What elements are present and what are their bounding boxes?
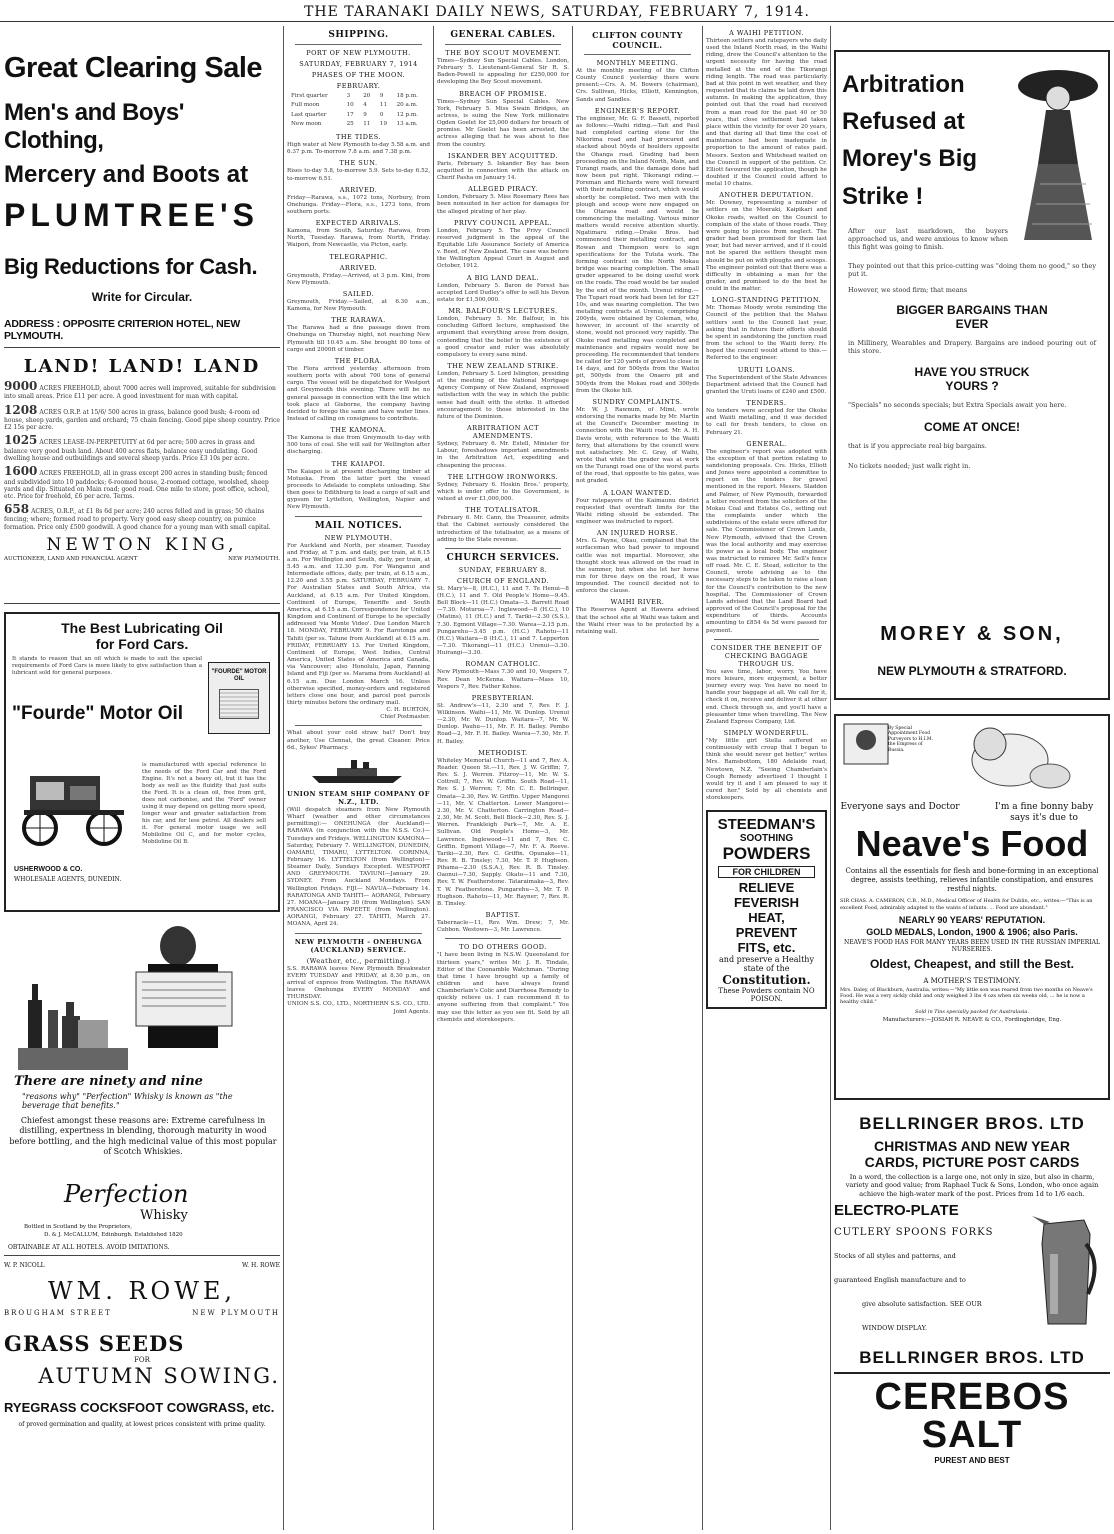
sub-heading: THE TOTALISATOR. xyxy=(465,506,541,515)
ad-headline: CARDS, PICTURE POST CARDS xyxy=(864,1154,1080,1170)
article-text: Tabernacle—11, Rev. Wm. Drew; 7, Mr. Cubbon. Westown—3, Mr. Lawrence. xyxy=(437,920,569,934)
article-text: St. Mary's—8, (H.C.), 11 and 7. Te Henui—8 (H.C.), 11 and 7. Old People's Home—9.45. Bell Block—11 (H.C.) Omata—3. Barrett Road—7.30. Moturoa—7. Inglewood—8 (H.C.), 10 (Matins), 11 (H.C.) and 7. Tariki—2.30 (S.S.), 7.30. Egmont Village—7.30. Warea—2.15 p.m. Pungarehu—3.45 p.m. (H.C.) Rahotu—11 (H.C.) Waitara—8 (H.C.), 11 and 7. Lepperton—7.30. Tikorangi—11 (H.C.) Urenui—3.30. Huirangi—3.30. xyxy=(437,585,569,657)
plumtree-name: PLUMTREE'S xyxy=(4,197,259,233)
bellringer-ad xyxy=(834,1114,1110,1474)
ad-tagline-right: I'm a fine bonny baby says it's due to xyxy=(994,802,1094,823)
ad-line: RELIEVE xyxy=(738,880,795,896)
agent-name: NEWTON KING, xyxy=(46,534,238,555)
article-text: S.S. RARAWA leaves New Plymouth Breakwater EVERY TUESDAY and FRIDAY, at 8.30 p.m., on arrival of express from Wellington. The RARAWA leaves Onehunga EVERY MONDAY and THURSDAY. xyxy=(287,965,430,1001)
ad-testimonial: Mrs. Daley, of Blackburn, Australia, writes:—"My little son was reared from two months on Neave's Food. He was a very sickly child and only weighed 3 lbs 4 ozs when six weeks old, ... he is now a healthy child." xyxy=(840,986,1093,1006)
masthead: THE TARANAKI DAILY NEWS, SATURDAY, FEBRUARY 7, 1914. xyxy=(0,4,1114,22)
agent-town: NEW PLYMOUTH. xyxy=(228,555,280,562)
sub-heading: CONSIDER THE BENEFIT OF CHECKING BAGGAGE THROUGH US. xyxy=(710,643,823,668)
ad-tagline: "reasons why" "Perfection" Whisky is known as "the beverage that benefits." xyxy=(22,1092,233,1110)
ad-headline: Arbitration xyxy=(842,71,965,98)
article-text: St. Andrew's—11, 2.30 and 7, Rev. F. J. Wilkinson. Waihi—11, Mr. W. Dunlop. Urenui—2.30, Mr. W. Dunlop. Waitara—7, Mr. W. Dunlop. Pauhu—11, Mr. F. H. Bailey. Pembo Road—2, Mr. F. H. Bailey. Warea—7.30, Mr. F. H. Bailey. xyxy=(437,702,569,745)
article-text: Mrs. G. Payne, Okau, complained that the surfaceman who had power to impound cattle was not impartial. Moreover, she thought stock was allowed on the road in the summer, but when she let her horse run for three days on the road, it was impounded. The council decided not to enforce the clause. xyxy=(576,538,699,595)
sub-heading: ISKANDER BEY ACQUITTED. xyxy=(448,151,558,160)
newton-king-land-ad xyxy=(4,348,280,604)
article-text: The Kaiapoi is at present discharging timber at Motueka. From the latter port the vessel proceeds to Adelaide to complete unloading. She then goes to Edithburg to load a cargo of salt and gypsum for Lyttelton, Wellington, Napier and New Plymouth. xyxy=(287,468,430,511)
article-text: Mr. W. J. Rawnum, of Mimi, wrote endorsing the remarks made by Mr. Martin at the Council's December meeting in connection with the Waiiti road. Mr. A. H. Davis wrote, with reference to the Waiiti ferry, that alterations by the council were not satisfactory. Mr. C. Gray, of Waihi, wrote that while the grader was at work on the Turangi road one of the worst parts of the road, that opposite to his gates, was not graded. xyxy=(576,406,699,485)
for-word: FOR xyxy=(134,1356,150,1364)
article-text: The engineer's report was adopted with the exception of that portion relating to sandstoning proposals. Crs. Hicks, Elliott and Jones were appointed a committee to report on the tenders for gravel mentioned in the report. Messrs. Sladden and Palmer, of New Plymouth, forwarded a letter received from the solicitors of the Mokau Coal and Estates Co., setting out the complaints under which the subdivisions of the estate were offered for sale. The Commissioner of Crown Lands, New Plymouth, advised that the Crown was the local authority and may exercise its power as a local body. The engineer was instructed to remove Mr. Sell's fence off road. Mr. C. E. Stead, solicitor to the Council, wrote advising as to the necessary steps to be taken to raise a loan for the Council's contribution to the new hospital. The Commissioner of Crown Lands advised that the Land Board had approved of the Council's proposal for the expenditure of thirds. Accounts amounting to £854 4s 5d were passed for payment. xyxy=(706,448,827,634)
obtainable: OBTAINABLE AT ALL HOTELS. AVOID IMITATIONS. xyxy=(8,1244,170,1251)
article-text: At the monthly meeting of the Clifton County Council yesterday there were present:—Crs. A. M. Bowers (chairman), Crs. Sullivan, Hicks, Elliott, Kennington, Sands and Sandles. xyxy=(576,68,699,103)
brand-script: Perfection xyxy=(64,1180,189,1208)
sub-heading: SIMPLY WONDERFUL. xyxy=(723,728,810,737)
article-text: London, February 5. Baron de Forest has accepted Lord Dudley's offer to sell his Devon estate for £1,500,000. xyxy=(437,282,569,303)
maker: D. & J. McCALLUM, Edinburgh. Established 1820 xyxy=(44,1232,183,1238)
ad-callout: NEARLY 90 YEARS' REPUTATION. xyxy=(898,914,1046,925)
column-rule xyxy=(433,26,434,1530)
ad-line: HEAT, xyxy=(748,910,785,926)
ad-body: give absolute satisfaction. SEE OUR xyxy=(862,1300,982,1309)
rowe-seeds-ad xyxy=(4,1256,280,1530)
sub-heading: A WAIHI PETITION. xyxy=(729,29,804,37)
ad-tagline-left: Everyone says and Doctor xyxy=(840,802,960,812)
firm-name: BELLRINGER BROS. LTD xyxy=(859,1114,1085,1133)
ad-headline: CHRISTMAS AND NEW YEAR xyxy=(873,1138,1070,1154)
ad-line: FOR CHILDREN xyxy=(718,866,815,878)
baby-illustration xyxy=(840,720,1104,800)
sub-heading: ANOTHER DEPUTATION. xyxy=(719,191,814,200)
article-text: You save time, labor, worry. You have more leisure, more enjoyment, a better journey every way. You have no need to handle your baggage at all. We call for it, check it on, receive and deliver it at other end. Check through us, and you'll have a pleasanter time when travelling. The New Zealand Express Company, Ltd. xyxy=(706,668,827,725)
sub-heading: ARRIVED. xyxy=(339,185,378,194)
bottled-by: Bottled in Scotland by the Proprietors, xyxy=(24,1224,132,1230)
land-listing: 658 ACRES, O.R.P., at £1 8s 6d per acre; 240 acres felled and in grass; 50 chains fencing; where; formed road to property. Very good easy sheep country, on pumice formation. Price only £500 goodwill. A good chance for a young man with small capital. xyxy=(4,502,271,531)
ad-headline: There are ninety and nine xyxy=(14,1074,203,1089)
sub-heading: ALLEGED PIRACY. xyxy=(468,185,538,194)
sub-heading: (Weather, etc., permitting.) xyxy=(306,956,411,965)
ad-callout: HAVE YOU STRUCK YOURS ? xyxy=(914,365,1030,394)
sub-heading: THE RARAWA. xyxy=(331,316,386,325)
article-text: Rises to-day 5.8, to-morrow 5.9. Sets to-day 6.52, to-morrow 6.51. xyxy=(287,168,430,182)
article-text: February 6. Mr. Cann, the Treasurer, admits that the Cabinet seriously considered the introduction of the totalisator, as a means of adding to the State revenue. xyxy=(437,515,569,543)
article-text: The Reserves Agent at Hawera advised that the school site at Waihi was taken and the Waihi river was to be protected by a retaining wall. xyxy=(576,607,699,635)
section-heading: MAIL NOTICES. xyxy=(314,520,403,531)
sub-heading: FEBRUARY. xyxy=(336,82,381,90)
sub-heading: ROMAN CATHOLIC. xyxy=(465,660,541,669)
sub-heading: METHODIST. xyxy=(478,748,528,757)
sub-heading: AN INJURED HORSE. xyxy=(596,529,679,538)
sub-heading: PHASES OF THE MOON. xyxy=(311,71,406,79)
article-text: For Auckland and North, per steamer, Tuesday and Friday, at 7 p.m. and daily, per train, at 6.15 a.m. For Wellington and South, daily, per train, at 5.45 a.m. and 12.30 p.m. For Wanganui and Intermediate offices, daily, per train, at 6.15 a.m., 12.20 and 3.55 p.m. SATURDAY, FEBRUARY 7. For Australian States and South Africa, via Auckland, at 6.15 a.m. For United Kingdom, Continent of Europe, Teneriffe and South America, at 6.15 a.m. Correspondence for United Kingdom and Continent of Europe to be specially addressed 'via Monte Video'. Due London March 18. MONDAY, FEBRUARY 9. For Rarotonga and Tahiti (per ss. Talune from Auckland) at 6.15 a.m. FRIDAY, FEBRUARY 13. For United Kingdom, Continent of Europe, West Indies, Central America, United States of America and Canada, via Vancouver; also Honolulu, Japan, Fanning Island and Fiji (per ss. Marama from Auckland) at 6.15 a.m. Due London March 16. Unless otherwise specified, money-orders and registered letters close one hour, and parcel post parcels thirty minutes before the ordinary mail. xyxy=(287,542,430,706)
table-row: Last quarter 17 9 0 12 p.m. xyxy=(291,111,418,118)
ad-callout: COME AT ONCE! xyxy=(924,419,1020,434)
signature: UNION S.S. CO., LTD., NORTHERN S.S. CO., LTD. xyxy=(287,1001,430,1008)
ad-headline: ELECTRO-PLATE xyxy=(834,1202,959,1220)
sub-heading: BAPTIST. xyxy=(485,911,521,920)
brand-word: Whisky xyxy=(140,1208,188,1223)
article-text: The engineer, Mr. G. F. Bassett, reported as follows:—Waihi riding.—Tait and Paul had completed carting stone for the Nikorima road and had procured and stacked about 50yds of boulders opposite the Ohanga road. Grading had been proceeding on the Inland North, Main, and Turangi roads, and the damage done had now been put right. Tikorangi riding.—Foreman and Richards were well forward with their metalling contract, which would shortly be completed. Two men with the plough and scoop were now engaged on the Otaraoa road and would be commencing the metalling. Various minor matters would receive attention shortly. Ngatimaru riding.—Drake Bros. had commenced their metalling contract, and Rowan and Thompson were to sign specifications for the Tututa work. The forming contract on the North Mokau bridge was nearing completion. The small grader appeared to be doing useful work on the roads. The road would be tar sealed by the end of the month. Urenui riding.—The Tupari road work had been let for £27 10s, and was nearing completion. The two metalling contracts at Urenui, comprising 200yds, were obtained by Coleman, who, however, in account of the scarcity of stone, would not proceed very rapidly. The Okoke road metalling was completed and maintenance and repairs would now be proceeding. He recommended that tenders be called for 120 yards of gravel to close in 14 days, and for 500yds from the Waitoi pit, 500yds from the Onaero pit and 500yds from the Mokau road and 300yds from the Okoke hill. xyxy=(576,115,699,394)
royal-appointment: By Special Appointment Food Purveyors to H.I.M. the Empress of Russia. xyxy=(888,726,933,753)
address: ADDRESS : OPPOSITE CRITERION HOTEL, NEW PLYMOUTH. xyxy=(4,318,241,342)
column-council xyxy=(576,26,699,1530)
ad-body: Stocks of all styles and patterns, and xyxy=(834,1252,956,1261)
table-row: Full moon 10 4 11 20 a.m. xyxy=(291,102,418,109)
article-text: Four ratepayers of the Kaimaunu district requested that overdraft limits for the Waihi riding should be extended. The engineer was instructed to report. xyxy=(576,497,699,526)
moon-phases-table xyxy=(287,91,430,130)
article-text: Greymouth, Friday.—Arrived, at 3 p.m. Kini, from New Plymouth. xyxy=(287,272,430,286)
ad-body: However, we stood firm; that means xyxy=(848,286,968,295)
ad-body: Chiefest amongst these reasons are: Extreme carefulness in distilling, expertness in blending, thorough maturity in wood before bottling, and the high medicinal value of this most popular of Scotch Whiskies. xyxy=(9,1116,277,1157)
ad-callout: GOLD MEDALS, London, 1900 & 1906; also Paris. xyxy=(866,926,1078,937)
ad-body: NEAVE'S FOOD HAS FOR MANY YEARS BEEN USED IN THE RUSSIAN IMPERIAL NURSERIES. xyxy=(844,938,1100,953)
article-text: The Flora arrived yesterday afternoon from southern ports with about 700 tons of general cargo. The vessel will be dispatched for Westport and Greymouth this evening. There will be no general passage in connection with the line which took place at Gisborne, the company having decided to forego the same and have water lines. Instead of calling on consignees to contribute. xyxy=(287,365,430,422)
column-rule xyxy=(702,26,703,1530)
sub-heading: A MOTHER'S TESTIMONY. xyxy=(923,976,1021,985)
article-text: Friday—Rarawa, s.s., 1072 tons, Norbury, from Onehunga. Friday—Flora, s.s., 1273 tons, from southern ports. xyxy=(287,194,430,215)
sub-heading: UNION STEAM SHIP COMPANY OF N.Z., LTD. xyxy=(287,789,430,806)
firm-name: MOREY & SON, xyxy=(880,623,1064,645)
column-advertisements-left xyxy=(4,26,280,1530)
article-text: Times—Sydney Sun Special Cables. New York, February 5. Miss Swain Bridges, an actress, is suing the New York millionaire Ogden Goelet for 25,000 dollars for breach of promise. Mr Goelet has been arrested, the actress alleging that he was about to flee from the country. xyxy=(437,98,569,148)
neaves-food-ad xyxy=(834,714,1110,1100)
article-text: Mr. Downey, representing a number of settlers on the Moeraki, Kaipikari and Okoke roads, waited on the Council to complain of the state of those roads. They were going to pieces from neglect. The grader had been promised for them last year, but had never arrived, and if it could not be spared the settlers thought men should be put on with ploughs and scoops. The engineer pointed out that there was a difficulty in obtaining a man for the grader, and promised to do the best he could in the matter. xyxy=(706,200,827,293)
article-text: High water at New Plymouth to-day 5.58 a.m. and 6.37 p.m. To-morrow 7.8 a.m. and 7.38 p.m. xyxy=(287,142,430,156)
sub-heading: TENDERS. xyxy=(746,399,787,408)
sub-heading: MONTHLY MEETING. xyxy=(596,59,679,67)
firm-address: NEW PLYMOUTH & STRATFORD. xyxy=(877,664,1067,678)
signature-title: Joint Agents. xyxy=(393,1008,430,1015)
sub-heading: THE NEW ZEALAND STRIKE. xyxy=(447,362,559,370)
sub-heading: SUNDRY COMPLAINTS. xyxy=(592,397,683,406)
cerebos-salt-ad xyxy=(834,1372,1110,1465)
sub-heading: THE TIDES. xyxy=(336,133,381,142)
sub-heading: ARRIVED. xyxy=(339,263,378,272)
brand-name: STEEDMAN'S xyxy=(717,816,816,834)
jug-illustration xyxy=(1030,1214,1102,1336)
sub-heading: SUNDAY, FEBRUARY 8. xyxy=(458,565,548,574)
ad-heading: The Best Lubricating Oil xyxy=(61,620,223,636)
port-heading: PORT OF NEW PLYMOUTH. xyxy=(306,49,411,57)
sub-heading: LONG-STANDING PETITION. xyxy=(711,296,822,305)
ad-line: FEVERISH xyxy=(733,895,799,911)
steamship-icon xyxy=(307,758,410,784)
brand-name: Neave's Food xyxy=(855,822,1089,864)
sub-heading: URUTI LOANS. xyxy=(737,365,796,374)
can-graphic xyxy=(219,689,259,719)
firm-address xyxy=(4,1309,280,1317)
sub-heading: TELEGRAPHIC. xyxy=(329,252,388,261)
column-cables xyxy=(437,26,569,1530)
ad-body: "Specials" no seconds specials; but Extra Specials await you here. xyxy=(848,401,1067,410)
article-text: Kamona, from South, Saturday. Rarawa, from North, Tuesday. Rarawa, from North, Friday. Waipori, from Newcastle, via Picton, early. xyxy=(287,228,430,249)
ad-headline: Morey's Big xyxy=(842,145,978,173)
ad-headline: Great Clearing Sale xyxy=(4,52,263,84)
ad-callout: BIGGER BARGAINS THAN EVER xyxy=(896,302,1048,331)
ad-body: After our last markdown, the buyers approached us, and were anxious to know when this fight was going to finish. xyxy=(848,226,1008,252)
article-text: Paris, February 5. Iskander Bey has been acquitted in connection with the attack on Cherif Pasha on January 14. xyxy=(437,160,569,182)
street: BROUGHAM STREET xyxy=(4,1309,112,1317)
firm-sub: WHOLESALE AGENTS, DUNEDIN. xyxy=(14,876,122,883)
ad-line: Constitution. xyxy=(722,973,811,988)
column-rule xyxy=(830,26,831,1530)
sub-heading: THE KAIAPOI. xyxy=(331,459,386,468)
fourde-oil-ad xyxy=(4,612,280,912)
ad-line: Men's and Boys' Clothing, xyxy=(4,99,184,154)
article-text: "I have been living in N.S.W. Queensland for thirteen years," writes Mr. J. R. Tindale, Editor of the Coonamble Watchman. "During that time I have brought up a family of children and have always found Chamberlain's Colic and Diarrhoea Remedy to quickly relieve us. I can recommend it to anyone suffering from that complaint." You may use this letter as you see fit. Sold by all chemists and storekeepers. xyxy=(437,952,569,1023)
sub-heading: WAIHI RIVER. xyxy=(610,598,665,607)
motor-car-icon xyxy=(14,762,134,852)
firm-name: BELLRINGER BROS. LTD xyxy=(859,1348,1085,1368)
table-row: First quarter 3 20 9 18 p.m. xyxy=(291,93,418,99)
partner-name: W. H. ROWE xyxy=(242,1262,280,1269)
article-text: (Will despatch steamers from New Plymouth Wharf (weather and other circumstances permitting):— ONEHUNGA (for Auckland)— RARAWA (in conjunction with the N.S.S. Co.)— Tuesdays and Fridays. WELLINGTON KAMONA—Saturday, February 7. WELLINGTON, DUNEDIN, OAMARU, TIMARU, LYTTELTON. CORINNA, February 16. LYTTELTON (from Wellington)— Steamer Daily, Sundays Excepted. WESTPORT AND GREYMOUTH. TAVIUNI—January 29. SYDNEY. From Auckland Mondays. From Wellington Fridays. FIJI— NAVUA—February 14. RARATONGA AND TAHITI— AORANGI, February 27. MOANA—January 30 (from Wellington). SAN FRANCISCO VIA PAPEETE (from Wellington). AORANGI, February 27. TAHITI, March 27. MOANA, April 24. xyxy=(287,806,430,928)
article-text: The Superintendent of the State Advances Department advised that the Council had granted the Uruti loans of £240 and £500. xyxy=(706,374,827,395)
sub-heading: CHURCH OF ENGLAND. xyxy=(457,576,549,585)
ad-body: WINDOW DISPLAY. xyxy=(862,1324,928,1333)
sub-heading: PRESBYTERIAN. xyxy=(471,693,535,702)
article-text: Sydney, February 6. Hoskin Bros.' property, which is under offer to the Government, is valued at over £1,000,000. xyxy=(437,481,569,503)
article-text: London, February 5. The Privy Council reserved judgment in the appeal of the Equitable Life Assurance Society of America v. Reed, of New Zealand. The case was before the Wellington Appeal Court in August and October, 1912. xyxy=(437,227,569,270)
product-name: "Fourde" Motor Oil xyxy=(12,703,184,725)
ad-body: In a word, the collection is a large one, not only in size, but also in charm, variety and good value; from Raphael Tuck & Sons, London, who once again achieve the high-water mark of the post. Prices from 1d to 1/6 each. xyxy=(845,1173,1099,1198)
ad-body: in Millinery, Wearables and Drapery. Bargains are indeed pouring out of this store. xyxy=(848,338,1096,355)
partner-name: W. P. NICOLL xyxy=(4,1262,45,1269)
column-rule xyxy=(572,26,573,1530)
brand-name: CEREBOS SALT xyxy=(874,1376,1070,1457)
column-shipping xyxy=(287,26,430,1530)
section-heading: SHIPPING. xyxy=(328,30,389,40)
signature-title: Chief Postmaster. xyxy=(380,714,430,721)
land-listing: 9000 ACRES FREEHOLD, about 7000 acres well improved, suitable for subdivision into small areas. Price £11 per acre. A good investment for man with capital. xyxy=(4,379,276,401)
whisky-illustration xyxy=(18,920,268,1072)
article-text: London, February 5. Miss Rosemary Rees has been nonsuited in her action for damages for the alleged pirating of her play. xyxy=(437,194,569,215)
sub-heading: THE KAMONA. xyxy=(330,426,387,435)
land-listing: 1025 ACRES LEASE-IN-PERPETUITY at 6d per acre; 500 acres in grass and balance very good bush land. About 400 acres flats, balance easy undulating. Good dwelling house and outbuildings and several sheep yards. Price £3 10s per acre. xyxy=(4,433,258,462)
date-line: SATURDAY, FEBRUARY 7, 1914 xyxy=(299,60,418,68)
sub-heading: BREACH OF PROMISE. xyxy=(459,89,547,98)
morey-strike-ad xyxy=(834,50,1110,700)
section-heading: GENERAL CABLES. xyxy=(450,30,556,40)
ad-body: Contains all the essentials for flesh and bone-forming in an exceptional degree, assists teething, relieves infantile constipation, and ensures restful nights. xyxy=(845,867,1099,894)
land-title: LAND! LAND! LAND xyxy=(23,356,261,377)
sub-heading: A LOAN WANTED. xyxy=(603,488,672,497)
ad-testimonial: SIR CHAS. A. CAMERON, C.B., M.D., Medical Officer of Health for Dublin, etc., writes:—"This is an excellent Food, admirably adapted to the wants of infants. ... Food are abundant." xyxy=(840,898,1093,911)
sub-heading: THE BOY SCOUT MOVEMENT. xyxy=(445,49,561,57)
ad-intro: It stands to reason that an oil which is made to suit the special requirements of Ford Cars is more likely to give satisfaction than a lubricant sold for general purposes. xyxy=(12,656,202,677)
sub-heading: TO DO OTHERS GOOD. xyxy=(459,943,547,952)
circular-note: Write for Circular. xyxy=(91,290,193,304)
article-text: No tenders were accepted for the Okoke and Waiiti metalling, and it was decided to call for fresh tenders, to close on February 21. xyxy=(706,408,827,436)
sub-heading: THE SUN. xyxy=(339,159,378,168)
sub-heading: THE LITHGOW IRONWORKS. xyxy=(447,472,559,481)
plumtree-ad xyxy=(4,26,280,348)
ad-body: is manufactured with special reference to the needs of the Ford Car and the Ford Engine. It's not a heavy oil, but it has the body as well as the fluidity that just suits the Ford. It is a clean oil, free from grit, does not carbonise, and the "Ford" owner using it may depend on getting more speed, longer wear and greater satisfaction from his car, and for less petrol. All dealers sell it. For general motor usage we sell Mobiloline Oil C, and for motor cycles, Mobiloline Oil B. xyxy=(142,762,266,846)
firm-name: WM. ROWE, xyxy=(47,1277,237,1305)
column-council-continued xyxy=(706,26,827,1530)
sub-heading: MR. BALFOUR'S LECTURES. xyxy=(448,307,558,316)
ad-line: FITS, etc. xyxy=(737,940,796,956)
ad-line: PREVENT xyxy=(735,925,798,941)
grass-seeds: GRASS SEEDS xyxy=(4,1331,185,1356)
sub-heading: ARBITRATION ACT AMENDMENTS. xyxy=(467,424,539,441)
article-text: What about your cold straw hat? Don't buy another, Use Clennat, the great Cleaner. Price 6d., Sykes' Pharmacy. xyxy=(287,730,430,751)
article-text: Greymouth, Friday.—Sailed, at 6.30 a.m., Kamona, for New Plymouth. xyxy=(287,298,430,313)
sub-heading: THE FLORA. xyxy=(334,356,383,365)
ad-line: POWDERS xyxy=(722,844,811,864)
sub-heading: EXPECTED ARRIVALS. xyxy=(315,219,402,228)
sub-heading: A BIG LAND DEAL. xyxy=(466,273,540,282)
column-rule xyxy=(283,26,284,1530)
sub-heading: PRIVY COUNCIL APPEAL. xyxy=(453,218,553,227)
column-advertisements-right xyxy=(834,26,1110,1530)
ad-line: SOOTHING xyxy=(739,833,794,845)
firm-name: USHERWOOD & CO. xyxy=(14,866,83,873)
signature: C. H. BURTON, xyxy=(386,707,430,714)
section-heading: CHURCH SERVICES. xyxy=(446,552,560,563)
ad-callout: Oldest, Cheapest, and still the Best. xyxy=(869,956,1075,971)
ad-line: and preserve a Healthy state of the xyxy=(719,955,814,974)
oil-can-icon xyxy=(208,662,270,734)
perfection-whisky-ad xyxy=(4,916,280,1256)
article-text: Thirteen settlers and ratepayers who daily used the Inland North road, in the Waihi riding, drew the Council's attention to the urgent necessity for having the road metalled at the end of the Tikorangi riding length. The road was particularly bad at this point in wet weather, and they requested that its claims be laid down this autumn. In making the application, they pointed out that the road had received from a man road for the past 40 or 50 years, that close settlement had taken place within the vicinity for over 20 years, and that during all that time the cost of maintenance had been inadequate in proportion to the amount of rates paid. Messrs. Sexton and Whitehead waited on the Council in support of the petition. Cr. Elliott favoured the application, though he doubted if the Council could afford to metal 10 chains. xyxy=(706,38,827,188)
ad-note: Sold in Tins specially packed for Australasia. xyxy=(915,1008,1029,1015)
article-text: Whiteley Memorial Church—11 and 7, Rev. A. Reader. Queen St.—11, Rev. J. W. Griffin; 7, Rev. S. J. Werren. Fitzroy—11, Mr. W. S. Cottrell; 7, Rev. W. Griffin. South Road—11, Rev. S. J. Werren; 7, Mr. C. E. Bellringer. Omata—2.30, Rev. W. Griffin. Upper Mangorei—11, Mr. V. Chatterton. Lower Mangorei—2.30, Mr. V. Chatterton. Carrington Road—2.30, Mr. M. Scott. Bell Block—2.30, Rev. S. J. Werren. Frankleigh Park—7, Mr. A. E. Sullivan. Old People's Home—3, Mr. Lawrence. Inglewood—11 and 7, Rev. C. Griffin. Egmont Village—7, Mr. F. A. Reeve. Tariki—2.30, Rev. C. Griffin. Opunake—11, Rev. R. B. Tinsley; 7.30, Mr. T. P. Hughson. Pihama—2.30 (S.S.A.), Rev. R. B. Tinsley. Oaonui—7.30, Supply. Okato—11 and 7.30, Rev. T. W. Featherstone. Tataraimaka—3, Rev. T. W. Featherstone. Pungarehu—3, Mr. T. P. Hughson. Rahotu—11, Mr. Rayner; 7, Rev. R. B. Tinsley. xyxy=(437,757,569,907)
steedmans-powders-ad xyxy=(706,810,827,1009)
ad-headline: Refused at xyxy=(842,108,965,136)
article-text: New Plymouth—Mass 7.30 and 10, Vespers 7, Rev. Dean McKenna. Waitara—Mass 10, Vespers 7, Rev. Father Kehoe. xyxy=(437,669,569,690)
ad-line: These Powders contain NO POISON. xyxy=(718,987,815,1004)
lady-figure-illustration xyxy=(1006,64,1102,244)
ad-body: that is if you appreciate real big bargains. xyxy=(848,441,987,450)
article-text: London, February 5. Lord Islington, presiding at the meeting of the National Mortgage Agency Company of New Zealand, expressed satisfaction with the way in which the public sense had dealt with the strike. It afforded encouragement to those interested in the future of the Dominion. xyxy=(437,371,569,420)
can-label: "FOURDE" MOTOR OIL xyxy=(211,669,267,683)
article-text: Times—Sydney Sun Special Cables. London, February 5. Lieutenant-General Sir R. S. Baden-Powell is appealing for £250,000 for developing the Boy Scout movement. xyxy=(437,58,569,86)
partners xyxy=(4,1262,280,1269)
seed-types: RYEGRASS COCKSFOOT COWGRASS, etc. xyxy=(4,1400,275,1415)
ad-tagline: PUREST AND BEST xyxy=(934,1456,1010,1466)
manufacturer: Manufacturers:—JOSIAH R. NEAVE & CO., Fordingbridge, Eng. xyxy=(882,1016,1062,1023)
ad-line: Mercery and Boots at xyxy=(4,161,249,188)
sub-heading: GENERAL. xyxy=(746,439,787,448)
article-text: London, February 5. Mr. Balfour, in his concluding Gifford lecture, emphasised the argument that everything arose from design, contending that the belief in the existence of a good creator and ruler was absolutely compulsory to every sane mind. xyxy=(437,316,569,358)
ad-line: Big Reductions for Cash. xyxy=(4,254,258,279)
article-text: Sydney, February 6. Mr. Estell, Minister for Labour, foreshadows important amendments in the Arbitration Act, expediting and cheapening the process. xyxy=(437,441,569,469)
ad-tagline xyxy=(840,802,1104,824)
land-listing: 1600 ACRES FREEHOLD, all in grass except 200 acres in standing bush; fenced and subdivided into 10 paddocks; 6-roomed house, 2-roomed cottage, woolshed, sheep yards and dip. Situated on Main road; good road. One mile to store, post office, school, etc. Price for freehold, £6 per acre. Terms. xyxy=(4,464,270,500)
ad-heading: for Ford Cars. xyxy=(95,636,189,652)
article-text: Mr. Thomas Moody wrote reminding the Council of the petition that the Mahau settlers sent to the Council last year, asking that in future their efforts should be spent in sandstoning the junction road from the school to the Waiiti ferry. He hoped the council would attend to this.—Referred to the engineer. xyxy=(706,305,827,362)
article-text: The Kamona is due from Greymouth to-day with 500 tons of coal. She will sail for Wellington after discharging. xyxy=(287,435,430,456)
quality-note: of proved germination and quality, at lowest prices consistent with prime quality. xyxy=(18,1421,266,1428)
ad-line: CUTLERY SPOONS FORKS xyxy=(834,1227,994,1239)
ad-body: guaranteed English manufacture and to xyxy=(834,1276,966,1285)
town: NEW PLYMOUTH xyxy=(192,1309,280,1317)
table-row: New moon 25 11 19 13 a.m. xyxy=(291,120,418,127)
ad-headline: Strike ! xyxy=(842,182,924,210)
autumn-sowing: AUTUMN SOWING. xyxy=(38,1364,280,1388)
land-listing: 1208 ACRES O.R.P. at 15/6/ 500 acres in grass, balance good bush; 4-room ed house, sheep yards, garden and orchard; 75 chain fencing. Good pipe sheep country. Price £2 15s per acre. xyxy=(4,402,280,432)
article-text: "My little girl Stella suffered so continuously with croup that I began to think she would never get better," writes Mrs. Ramsbottom, 180 Adelaide road, Newtown, N.Z. "Seeing Chamberlain's Cough Remedy advertised I thought I would try it and I am pleased to say it cured her." Sold by all chemists and storekeepers. xyxy=(706,737,827,802)
agent-sub xyxy=(4,556,280,562)
agent-desc: AUCTIONEER, LAND AND FINANCIAL AGENT xyxy=(4,555,138,562)
ad-body: They pointed out that this price-cutting was "doing them no good," so they put it. xyxy=(848,261,1096,278)
ad-body: No tickets needed; just walk right in. xyxy=(848,461,971,470)
sub-heading: NEW PLYMOUTH - ONEHUNGA (AUCKLAND) SERVICE. xyxy=(294,937,423,954)
sub-heading: SAILED. xyxy=(342,289,375,298)
section-heading: CLIFTON COUNTY COUNCIL. xyxy=(592,30,683,50)
sub-heading: NEW PLYMOUTH. xyxy=(324,533,393,542)
article-text: The Rarawa had a fine passage down from Onehunga on Thursday night, not reaching New Plymouth till 10.45 a.m. She brought 80 tons of cargo and 2000ft of timber. xyxy=(287,325,430,353)
sub-heading: ENGINEER'S REPORT. xyxy=(594,106,681,115)
